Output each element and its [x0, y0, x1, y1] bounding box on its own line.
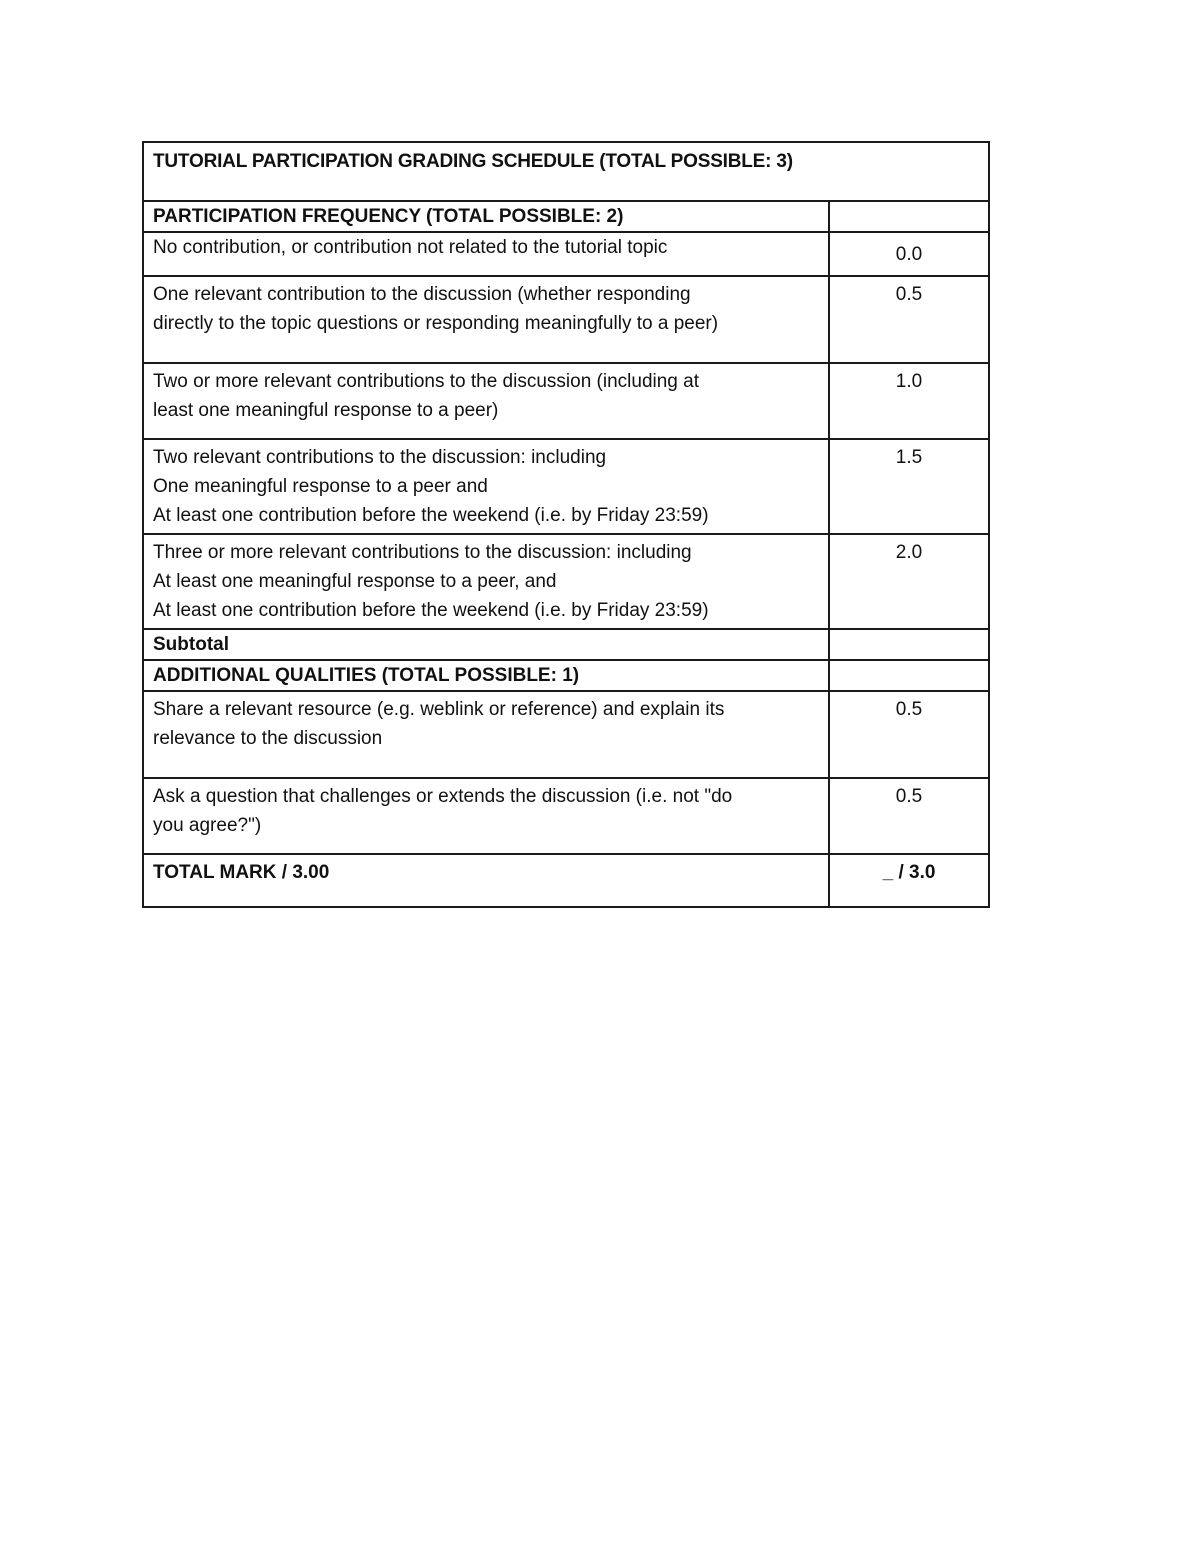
criterion-text: least one meaningful response to a peer): [153, 400, 499, 421]
criterion-cell: [143, 778, 829, 854]
table-title: TUTORIAL PARTICIPATION GRADING SCHEDULE (TOTAL POSSIBLE: 3): [153, 151, 793, 172]
grading-schedule-table: [142, 141, 990, 908]
criterion-text: Ask a question that challenges or extends the discussion (i.e. not "do: [153, 786, 733, 807]
criterion-text: relevance to the discussion: [153, 728, 383, 749]
frequency-heading-score-cell: [829, 201, 989, 232]
criterion-text: Two relevant contributions to the discussion: including: [153, 447, 607, 468]
qualities-heading-row: [143, 660, 989, 691]
score-cell: 1.0: [829, 363, 989, 439]
criterion-text: No contribution, or contribution not related to the tutorial topic: [153, 237, 668, 258]
criterion-text: Share a relevant resource (e.g. weblink or reference) and explain its: [153, 699, 725, 720]
criterion-cell: [143, 363, 829, 439]
table-row: [143, 778, 989, 854]
criterion-cell: [143, 439, 829, 534]
subtotal-row: [143, 629, 989, 660]
score-cell: 0.0: [829, 232, 989, 276]
table-row: [143, 534, 989, 629]
criterion-text: One meaningful response to a peer and: [153, 476, 488, 497]
score-cell: 2.0: [829, 534, 989, 629]
table-row: [143, 276, 989, 363]
score-cell: 1.5: [829, 439, 989, 534]
total-label: TOTAL MARK / 3.00: [143, 854, 829, 907]
score-cell: 0.5: [829, 691, 989, 778]
score-cell: 0.5: [829, 276, 989, 363]
criterion-text: One relevant contribution to the discussion (whether responding: [153, 284, 691, 305]
criterion-text: At least one contribution before the weekend (i.e. by Friday 23:59): [153, 600, 709, 621]
table-row: [143, 232, 989, 276]
table-row: [143, 691, 989, 778]
score-cell: 0.5: [829, 778, 989, 854]
qualities-heading: ADDITIONAL QUALITIES (TOTAL POSSIBLE: 1): [143, 660, 829, 691]
subtotal-value-cell: [829, 629, 989, 660]
frequency-heading: PARTICIPATION FREQUENCY (TOTAL POSSIBLE: 2): [143, 201, 829, 232]
criterion-text: you agree?"): [153, 815, 262, 836]
subtotal-label: Subtotal: [143, 629, 829, 660]
criterion-cell: [143, 276, 829, 363]
total-row: [143, 854, 989, 907]
total-value: _ / 3.0: [829, 854, 989, 907]
criterion-text: At least one meaningful response to a peer, and: [153, 571, 557, 592]
criterion-text: Two or more relevant contributions to the discussion (including at: [153, 371, 699, 392]
title-row: [143, 142, 989, 201]
table-row: [143, 363, 989, 439]
criterion-text: Three or more relevant contributions to the discussion: including: [153, 542, 692, 563]
frequency-heading-row: [143, 201, 989, 232]
criterion-text: At least one contribution before the weekend (i.e. by Friday 23:59): [153, 505, 709, 526]
criterion-cell: [143, 232, 829, 276]
grading-schedule-page: [142, 141, 988, 908]
criterion-cell: [143, 534, 829, 629]
criterion-text: directly to the topic questions or responding meaningfully to a peer): [153, 313, 719, 334]
table-title-cell: [143, 142, 989, 201]
criterion-cell: [143, 691, 829, 778]
qualities-heading-score-cell: [829, 660, 989, 691]
table-row: [143, 439, 989, 534]
